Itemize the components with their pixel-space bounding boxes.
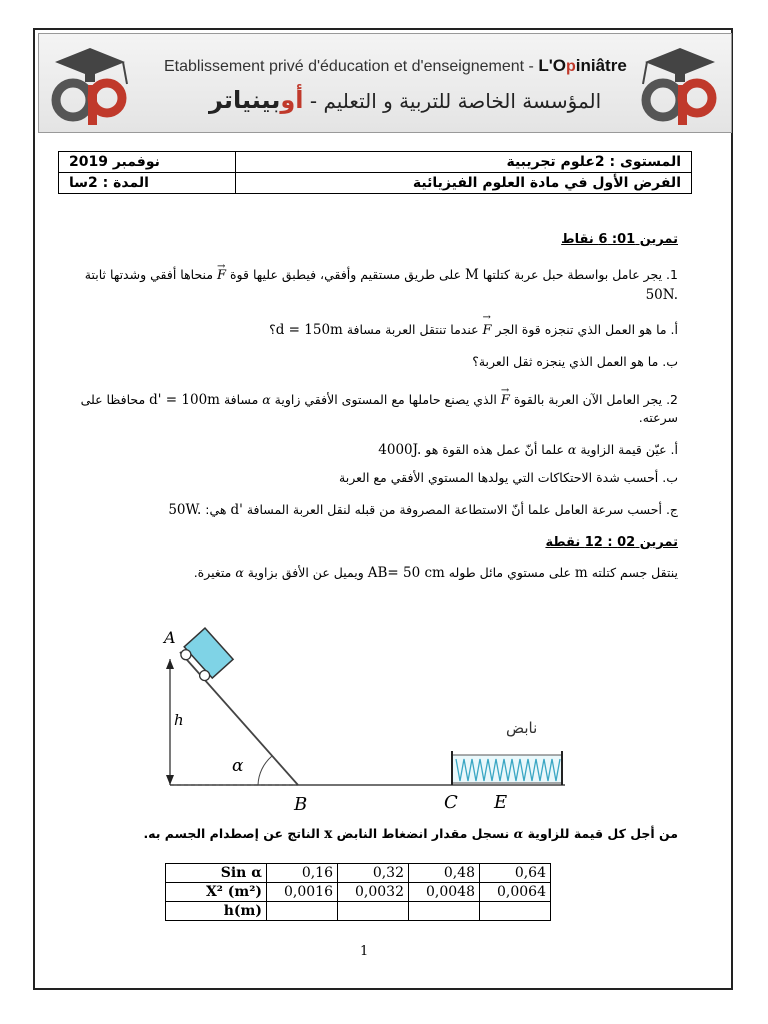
exercise-1-title: تمرين 01: 6 نقاط: [561, 232, 678, 247]
table-row: Sin α 0,16 0,32 0,48 0,64: [166, 864, 551, 883]
exercise-2-instruction: من أجل كل قيمة للزاوية α نسجل مقدار انضغاط النابض x الناتج عن إصطدام الجسم به.: [143, 826, 678, 842]
table-row: X² (m²) 0,0016 0,0032 0,0048 0,0064: [166, 883, 551, 902]
point-b-label: B: [294, 794, 308, 815]
point-c-label: C: [444, 792, 458, 813]
exercise-1-question-2: 2. يجر العامل الآن العربة بالقوة → F الذي يصنع حاملها مع المستوى الأفقي زاوية α مسافة d' = 100m محافظا على سرعته.: [50, 391, 678, 426]
exercise-2-title: تمرين 02 : 12 نقطة: [545, 535, 678, 550]
exercise-1-question-a: أ. ما هو العمل الذي تنجزه قوة الجر → F عندما تنتقل العربة مسافة d = 150m؟: [50, 322, 678, 338]
exercise-1-question-1: 1. يجر عامل بواسطة حبل عربة كتلتها M على طريق مستقيم وأفقي، فيطبق عليها قوة → F منحاها أفقي وشدتها ثابتة 50N.: [50, 265, 678, 305]
exercise-1-question-2c: ج. أحسب سرعة العامل علما أنّ الاستطاعة المصروفة من قبله لنقل العربة المسافة d' هي: 50W.: [168, 502, 678, 518]
exercise-1-question-2a: أ. عيّن قيمة الزاوية α علما أنّ عمل هذه القوة هو 4000J.: [378, 442, 678, 458]
inclined-plane-figure: [160, 625, 580, 815]
force-vector: → F: [217, 268, 226, 283]
exam-level: المستوى : 2علوم تجريبية: [235, 152, 691, 173]
exam-info-table: [58, 151, 692, 194]
height-label: h: [174, 711, 184, 729]
spring-label: نابض: [506, 719, 538, 737]
exercise-1-question-2b: ب. أحسب شدة الاحتكاكات التي يولدها المستوي الأفقي مع العربة: [339, 470, 678, 485]
page-number: 1: [360, 944, 369, 959]
angle-label: α: [232, 756, 244, 776]
header-banner: [38, 33, 732, 133]
exercise-1-question-b: ب. ما هو العمل الذي ينجزه ثقل العربة؟: [472, 354, 678, 369]
school-logo-right: [635, 40, 725, 130]
header-french-title: Etablissement privé d'éducation et d'enseignement - L'Opiniâtre: [164, 56, 627, 75]
table-row: h(m): [166, 902, 551, 921]
point-a-label: A: [164, 628, 176, 647]
exercise-2-intro: ينتقل جسم كتلته m على مستوي مائل طوله AB= 50 cm ويميل عن الأفق بزاوية α متغيرة.: [193, 565, 678, 581]
measurement-table: [165, 863, 551, 921]
exam-subject: الفرض الأول في مادة العلوم الفيزيائية: [235, 173, 691, 194]
point-e-label: E: [494, 792, 508, 813]
header-arabic-title: المؤسسة الخاصة للتربية و التعليم - أوبينياتر: [209, 86, 602, 114]
school-logo-left: [45, 40, 135, 130]
exam-duration: المدة : 2سا: [59, 173, 236, 194]
exam-date: نوفمبر 2019: [59, 152, 236, 173]
